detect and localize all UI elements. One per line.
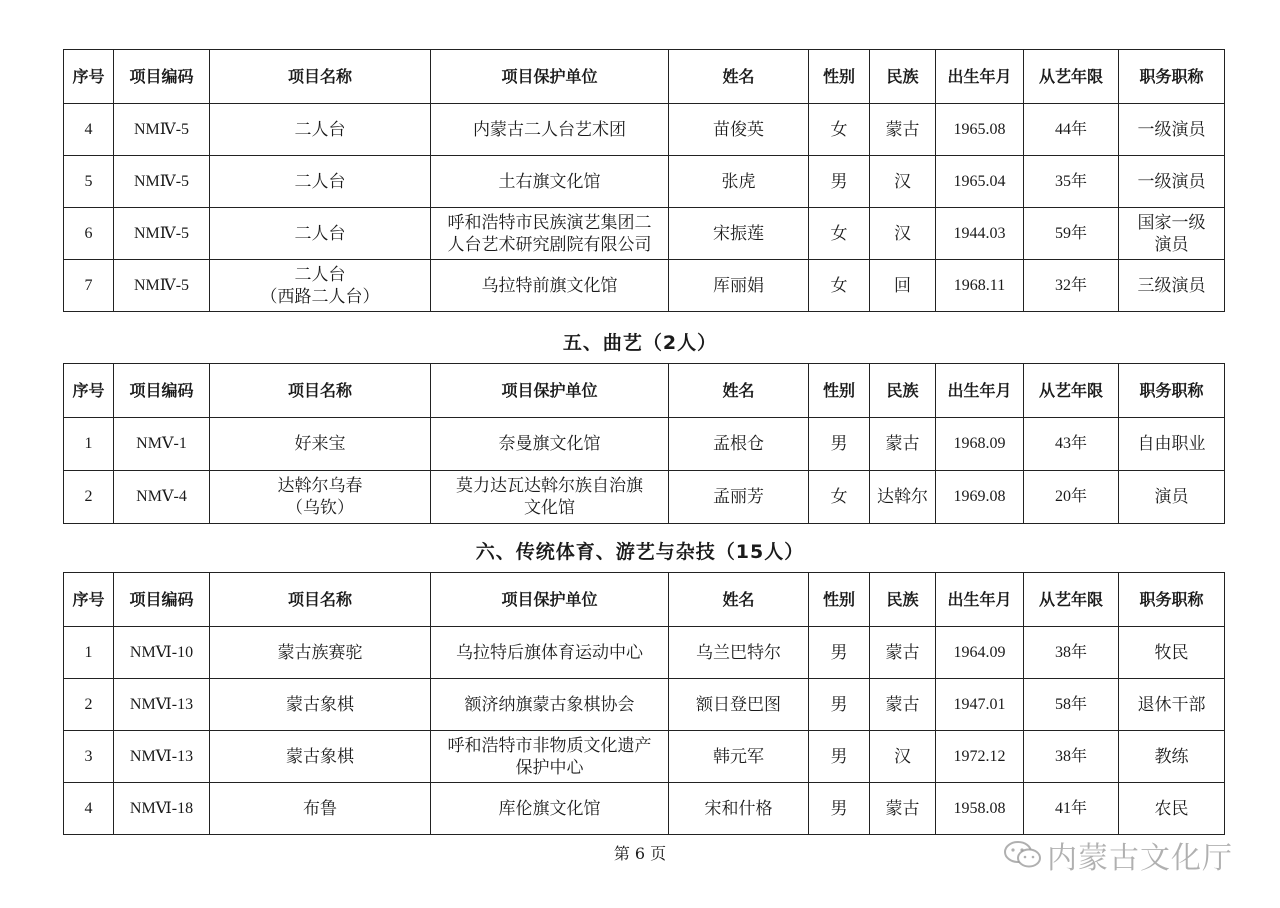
cell-serial: 5 — [64, 156, 114, 208]
table-row — [64, 208, 1225, 260]
cell-ethnicity: 达斡尔 — [870, 471, 936, 524]
cell-years-active: 43年 — [1024, 418, 1119, 471]
cell-years-active: 41年 — [1024, 783, 1119, 835]
cell-person-name: 孟丽芳 — [669, 471, 809, 524]
cell-project-code: NMⅣ-5 — [114, 156, 210, 208]
cell-years-active: 44年 — [1024, 104, 1119, 156]
cell-ethnicity: 蒙古 — [870, 783, 936, 835]
cell-project-name — [210, 627, 431, 679]
cell-line: 一级演员 — [1137, 171, 1206, 192]
column-header: 姓名 — [669, 50, 809, 104]
cell-ethnicity: 汉 — [870, 208, 936, 260]
cell-job-title — [1119, 156, 1225, 208]
column-header: 性别 — [809, 364, 870, 418]
cell-project-name — [210, 260, 431, 312]
table-row — [64, 731, 1225, 783]
cell-project-code: NMⅤ-1 — [114, 418, 210, 471]
cell-job-title — [1119, 418, 1225, 471]
column-header: 项目编码 — [114, 573, 210, 627]
table-row — [64, 471, 1225, 524]
cell-years-active: 59年 — [1024, 208, 1119, 260]
cell-job-title — [1119, 471, 1225, 524]
cell-years-active: 58年 — [1024, 679, 1119, 731]
column-header: 出生年月 — [936, 573, 1024, 627]
cell-birth-date: 1965.04 — [936, 156, 1024, 208]
cell-project-name — [210, 731, 431, 783]
cell-gender: 男 — [809, 627, 870, 679]
column-header: 项目名称 — [210, 364, 431, 418]
cell-job-title — [1119, 783, 1225, 835]
cell-line: 二人台 — [294, 119, 346, 140]
table-row — [64, 783, 1225, 835]
table-row — [64, 260, 1225, 312]
cell-line: 演员 — [1154, 234, 1189, 255]
cell-birth-date: 1968.09 — [936, 418, 1024, 471]
column-header: 项目名称 — [210, 50, 431, 104]
cell-project-name — [210, 471, 431, 524]
cell-birth-date: 1968.11 — [936, 260, 1024, 312]
cell-project-code: NMⅥ-13 — [114, 731, 210, 783]
table-header-row — [64, 364, 1225, 418]
column-header: 姓名 — [669, 364, 809, 418]
cell-years-active: 38年 — [1024, 731, 1119, 783]
cell-gender: 女 — [809, 208, 870, 260]
cell-line: 二人台 — [294, 264, 346, 285]
cell-gender: 男 — [809, 783, 870, 835]
cell-line: 二人台 — [294, 171, 346, 192]
cell-ethnicity: 回 — [870, 260, 936, 312]
cell-project-code: NMⅤ-4 — [114, 471, 210, 524]
column-header: 职务职称 — [1119, 573, 1225, 627]
cell-project-name — [210, 208, 431, 260]
heritage-table-quyi — [63, 363, 1225, 524]
cell-line: 内蒙古二人台艺术团 — [473, 119, 626, 140]
cell-ethnicity: 蒙古 — [870, 104, 936, 156]
column-header: 项目名称 — [210, 573, 431, 627]
cell-serial: 4 — [64, 104, 114, 156]
cell-line: 人台艺术研究剧院有限公司 — [447, 234, 652, 255]
table-row — [64, 679, 1225, 731]
cell-line: 奈曼旗文化馆 — [498, 434, 601, 454]
column-header: 出生年月 — [936, 50, 1024, 104]
column-header: 姓名 — [669, 573, 809, 627]
cell-person-name: 苗俊英 — [669, 104, 809, 156]
cell-line: 土右旗文化馆 — [498, 171, 601, 192]
heritage-table-sports — [63, 572, 1225, 835]
cell-line: 三级演员 — [1137, 275, 1206, 296]
cell-years-active: 20年 — [1024, 471, 1119, 524]
cell-project-code: NMⅣ-5 — [114, 104, 210, 156]
cell-serial: 4 — [64, 783, 114, 835]
cell-protection-unit — [431, 731, 669, 783]
cell-birth-date: 1958.08 — [936, 783, 1024, 835]
column-header: 性别 — [809, 50, 870, 104]
cell-line: 达斡尔乌春 — [277, 476, 363, 496]
cell-gender: 男 — [809, 679, 870, 731]
cell-protection-unit — [431, 627, 669, 679]
cell-project-code: NMⅥ-18 — [114, 783, 210, 835]
cell-gender: 男 — [809, 156, 870, 208]
cell-serial: 2 — [64, 679, 114, 731]
cell-birth-date: 1965.08 — [936, 104, 1024, 156]
cell-job-title — [1119, 208, 1225, 260]
column-header: 项目编码 — [114, 364, 210, 418]
cell-serial: 1 — [64, 627, 114, 679]
cell-gender: 女 — [809, 471, 870, 524]
cell-line: 乌拉特前旗文化馆 — [481, 275, 618, 296]
cell-person-name: 韩元军 — [669, 731, 809, 783]
cell-line: 蒙古象棋 — [286, 694, 354, 715]
table-row — [64, 418, 1225, 471]
cell-protection-unit — [431, 260, 669, 312]
cell-serial: 2 — [64, 471, 114, 524]
cell-gender: 男 — [809, 731, 870, 783]
cell-protection-unit — [431, 418, 669, 471]
cell-person-name: 张虎 — [669, 156, 809, 208]
column-header: 民族 — [870, 573, 936, 627]
cell-protection-unit — [431, 783, 669, 835]
cell-line: 二人台 — [294, 223, 346, 244]
cell-job-title — [1119, 104, 1225, 156]
column-header: 项目保护单位 — [431, 573, 669, 627]
cell-line: 牧民 — [1154, 642, 1189, 663]
wechat-icon — [1003, 840, 1043, 870]
column-header: 项目编码 — [114, 50, 210, 104]
cell-project-name — [210, 418, 431, 471]
cell-line: （乌钦） — [286, 498, 354, 518]
cell-ethnicity: 蒙古 — [870, 627, 936, 679]
watermark-text: 内蒙古文化厅 — [1047, 841, 1233, 876]
cell-project-code: NMⅣ-5 — [114, 260, 210, 312]
cell-person-name: 厍丽娟 — [669, 260, 809, 312]
column-header: 职务职称 — [1119, 50, 1225, 104]
table-row — [64, 156, 1225, 208]
heritage-table-section-4 — [63, 49, 1225, 312]
cell-protection-unit — [431, 208, 669, 260]
cell-line: 莫力达瓦达斡尔族自治旗 — [456, 476, 643, 496]
cell-project-name — [210, 104, 431, 156]
cell-serial: 7 — [64, 260, 114, 312]
column-header: 序号 — [64, 364, 114, 418]
cell-protection-unit — [431, 679, 669, 731]
column-header: 序号 — [64, 573, 114, 627]
cell-birth-date: 1944.03 — [936, 208, 1024, 260]
cell-protection-unit — [431, 104, 669, 156]
cell-gender: 男 — [809, 418, 870, 471]
column-header: 序号 — [64, 50, 114, 104]
cell-ethnicity: 汉 — [870, 731, 936, 783]
cell-project-code: NMⅥ-13 — [114, 679, 210, 731]
table-header-row — [64, 50, 1225, 104]
cell-job-title — [1119, 679, 1225, 731]
cell-person-name: 孟根仓 — [669, 418, 809, 471]
watermark — [1003, 838, 1233, 876]
cell-birth-date: 1947.01 — [936, 679, 1024, 731]
cell-line: 额济纳旗蒙古象棋协会 — [464, 694, 635, 715]
cell-line: 演员 — [1154, 487, 1189, 507]
cell-years-active: 35年 — [1024, 156, 1119, 208]
table-row — [64, 104, 1225, 156]
cell-line: 教练 — [1154, 746, 1189, 767]
cell-project-name — [210, 679, 431, 731]
cell-line: 国家一级 — [1137, 212, 1206, 233]
cell-line: （西路二人台） — [260, 286, 380, 307]
cell-line: 好来宝 — [294, 434, 346, 454]
cell-person-name: 宋振莲 — [669, 208, 809, 260]
cell-serial: 3 — [64, 731, 114, 783]
cell-job-title — [1119, 731, 1225, 783]
cell-ethnicity: 蒙古 — [870, 418, 936, 471]
cell-job-title — [1119, 260, 1225, 312]
cell-birth-date: 1972.12 — [936, 731, 1024, 783]
cell-protection-unit — [431, 471, 669, 524]
cell-ethnicity: 汉 — [870, 156, 936, 208]
cell-line: 库伦旗文化馆 — [498, 798, 601, 819]
cell-project-name — [210, 156, 431, 208]
cell-gender: 女 — [809, 260, 870, 312]
cell-job-title — [1119, 627, 1225, 679]
cell-years-active: 32年 — [1024, 260, 1119, 312]
column-header: 职务职称 — [1119, 364, 1225, 418]
cell-line: 呼和浩特市非物质文化遗产 — [447, 735, 652, 756]
cell-birth-date: 1969.08 — [936, 471, 1024, 524]
column-header: 项目保护单位 — [431, 364, 669, 418]
table-row — [64, 627, 1225, 679]
cell-ethnicity: 蒙古 — [870, 679, 936, 731]
cell-line: 自由职业 — [1137, 434, 1206, 454]
cell-project-code: NMⅥ-10 — [114, 627, 210, 679]
cell-project-code: NMⅣ-5 — [114, 208, 210, 260]
column-header: 从艺年限 — [1024, 364, 1119, 418]
cell-line: 乌拉特后旗体育运动中心 — [456, 642, 643, 663]
cell-years-active: 38年 — [1024, 627, 1119, 679]
column-header: 项目保护单位 — [431, 50, 669, 104]
cell-serial: 1 — [64, 418, 114, 471]
cell-person-name: 乌兰巴特尔 — [669, 627, 809, 679]
column-header: 从艺年限 — [1024, 573, 1119, 627]
cell-project-name — [210, 783, 431, 835]
cell-line: 呼和浩特市民族演艺集团二 — [447, 212, 652, 233]
cell-line: 农民 — [1154, 798, 1189, 819]
cell-line: 保护中心 — [515, 757, 584, 778]
cell-line: 布鲁 — [303, 798, 337, 819]
column-header: 从艺年限 — [1024, 50, 1119, 104]
page-number: 第 6 页 — [613, 844, 667, 863]
column-header: 出生年月 — [936, 364, 1024, 418]
section-title-quyi: 五、曲艺（2人） — [562, 332, 718, 354]
cell-line: 文化馆 — [524, 498, 575, 518]
column-header: 民族 — [870, 50, 936, 104]
cell-person-name: 宋和什格 — [669, 783, 809, 835]
column-header: 民族 — [870, 364, 936, 418]
cell-birth-date: 1964.09 — [936, 627, 1024, 679]
cell-line: 蒙古族赛驼 — [277, 642, 363, 663]
cell-serial: 6 — [64, 208, 114, 260]
table-header-row — [64, 573, 1225, 627]
cell-person-name: 额日登巴图 — [669, 679, 809, 731]
column-header: 性别 — [809, 573, 870, 627]
cell-gender: 女 — [809, 104, 870, 156]
cell-line: 一级演员 — [1137, 119, 1206, 140]
cell-line: 退休干部 — [1137, 694, 1206, 715]
cell-line: 蒙古象棋 — [286, 746, 354, 767]
cell-protection-unit — [431, 156, 669, 208]
section-title-sports: 六、传统体育、游艺与杂技（15人） — [475, 541, 805, 563]
